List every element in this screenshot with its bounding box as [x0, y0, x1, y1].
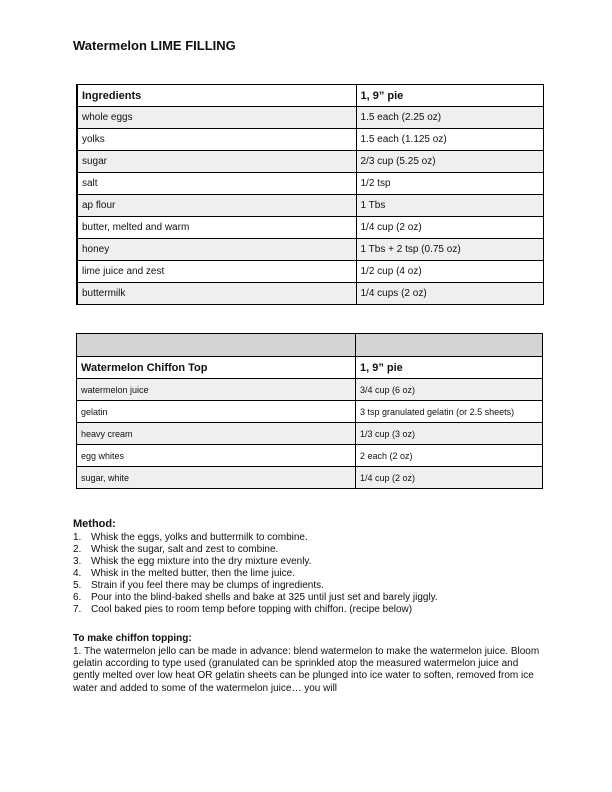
ingredient-cell: buttermilk	[77, 283, 356, 305]
header-cell: Ingredients	[77, 85, 356, 107]
list-item: 6. Pour into the blind-baked shells and bake at 325 until just set and barely jiggly.	[73, 592, 438, 603]
method-heading: Method:	[73, 518, 116, 530]
ingredient-cell: watermelon juice	[77, 379, 356, 401]
list-item: 2. Whisk the sugar, salt and zest to combine.	[73, 544, 279, 555]
list-item: 5. Strain if you feel there may be clumps of ingredients.	[73, 580, 324, 591]
step-text: Strain if you feel there may be clumps of ingredients.	[91, 580, 324, 591]
table-spacer-row	[77, 334, 543, 357]
quantity-cell: 1/4 cups (2 oz)	[356, 283, 543, 305]
list-item: 7. Cool baked pies to room temp before topping with chiffon. (recipe below)	[73, 604, 413, 615]
quantity-cell: 1.5 each (1.125 oz)	[356, 129, 543, 151]
quantity-cell: 1.5 each (2.25 oz)	[356, 107, 543, 129]
header-cell: Watermelon Chiffon Top	[77, 357, 356, 379]
method-section	[73, 518, 543, 616]
table-row	[77, 379, 543, 401]
table-row	[77, 151, 543, 173]
header-cell: 1, 9” pie	[356, 85, 543, 107]
ingredient-cell: heavy cream	[77, 423, 356, 445]
ingredient-cell: honey	[77, 239, 356, 261]
ingredient-cell: sugar, white	[77, 467, 356, 489]
quantity-cell: 1 Tbs + 2 tsp (0.75 oz)	[356, 239, 543, 261]
quantity-cell: 1/2 cup (4 oz)	[356, 261, 543, 283]
list-item: 3. Whisk the egg mixture into the dry mixture evenly.	[73, 556, 312, 567]
ingredient-cell: sugar	[77, 151, 356, 173]
ingredient-cell: gelatin	[77, 401, 356, 423]
quantity-cell: 2/3 cup (5.25 oz)	[356, 151, 543, 173]
chiffon-ingredients-table	[76, 333, 543, 489]
quantity-cell: 1/2 tsp	[356, 173, 543, 195]
quantity-cell: 1/4 cup (2 oz)	[356, 217, 543, 239]
ingredient-cell: salt	[77, 173, 356, 195]
step-text: Pour into the blind-baked shells and bake at 325 until just set and barely jiggly.	[91, 592, 438, 603]
ingredient-cell: egg whites	[77, 445, 356, 467]
chiffon-method-heading: To make chiffon topping:	[73, 633, 192, 644]
quantity-cell: 1/3 cup (3 oz)	[356, 423, 543, 445]
quantity-cell: 2 each (2 oz)	[356, 445, 543, 467]
list-item: 4. Whisk in the melted butter, then the lime juice.	[73, 568, 295, 579]
ingredient-cell: butter, melted and warm	[77, 217, 356, 239]
step-text: Cool baked pies to room temp before topping with chiffon. (recipe below)	[91, 604, 413, 615]
ingredient-cell: yolks	[77, 129, 356, 151]
filling-ingredients-table	[76, 84, 544, 305]
table-header-row	[77, 357, 543, 379]
step-text: Whisk the egg mixture into the dry mixture evenly.	[91, 556, 312, 567]
table-row	[77, 423, 543, 445]
table-row	[77, 445, 543, 467]
step-text: Whisk the sugar, salt and zest to combine.	[91, 544, 279, 555]
quantity-cell: 1/4 cup (2 oz)	[356, 467, 543, 489]
table-row	[77, 129, 543, 151]
step-text: Whisk the eggs, yolks and buttermilk to combine.	[91, 532, 308, 543]
quantity-cell: 3 tsp granulated gelatin (or 2.5 sheets)	[356, 401, 543, 423]
step-text: Whisk in the melted butter, then the lime juice.	[91, 568, 295, 579]
ingredient-cell: lime juice and zest	[77, 261, 356, 283]
table-row	[77, 217, 543, 239]
chiffon-method-text: 1. The watermelon jello can be made in advance: blend watermelon to make the watermelon juice. Bloom gelatin according to type used (granulated can be sprinkled atop the measured watermelon juice and gently melted over low heat OR gelatin sheets can be plunged into ice water to soften, removed from ice water and added to some of the watermelon juice… you will	[73, 646, 540, 694]
table-row	[77, 239, 543, 261]
table-row	[77, 283, 543, 305]
page-title: Watermelon LIME FILLING	[73, 38, 236, 53]
quantity-cell: 1 Tbs	[356, 195, 543, 217]
ingredient-cell: whole eggs	[77, 107, 356, 129]
table-row	[77, 261, 543, 283]
method-steps	[73, 532, 543, 616]
table-row	[77, 401, 543, 423]
quantity-cell: 3/4 cup (6 oz)	[356, 379, 543, 401]
header-cell: 1, 9” pie	[356, 357, 543, 379]
ingredient-cell: ap flour	[77, 195, 356, 217]
table-row	[77, 107, 543, 129]
table-header-row	[77, 85, 543, 107]
list-item: 1. Whisk the eggs, yolks and buttermilk to combine.	[73, 532, 308, 543]
table-row	[77, 195, 543, 217]
table-row	[77, 467, 543, 489]
table-row	[77, 173, 543, 195]
